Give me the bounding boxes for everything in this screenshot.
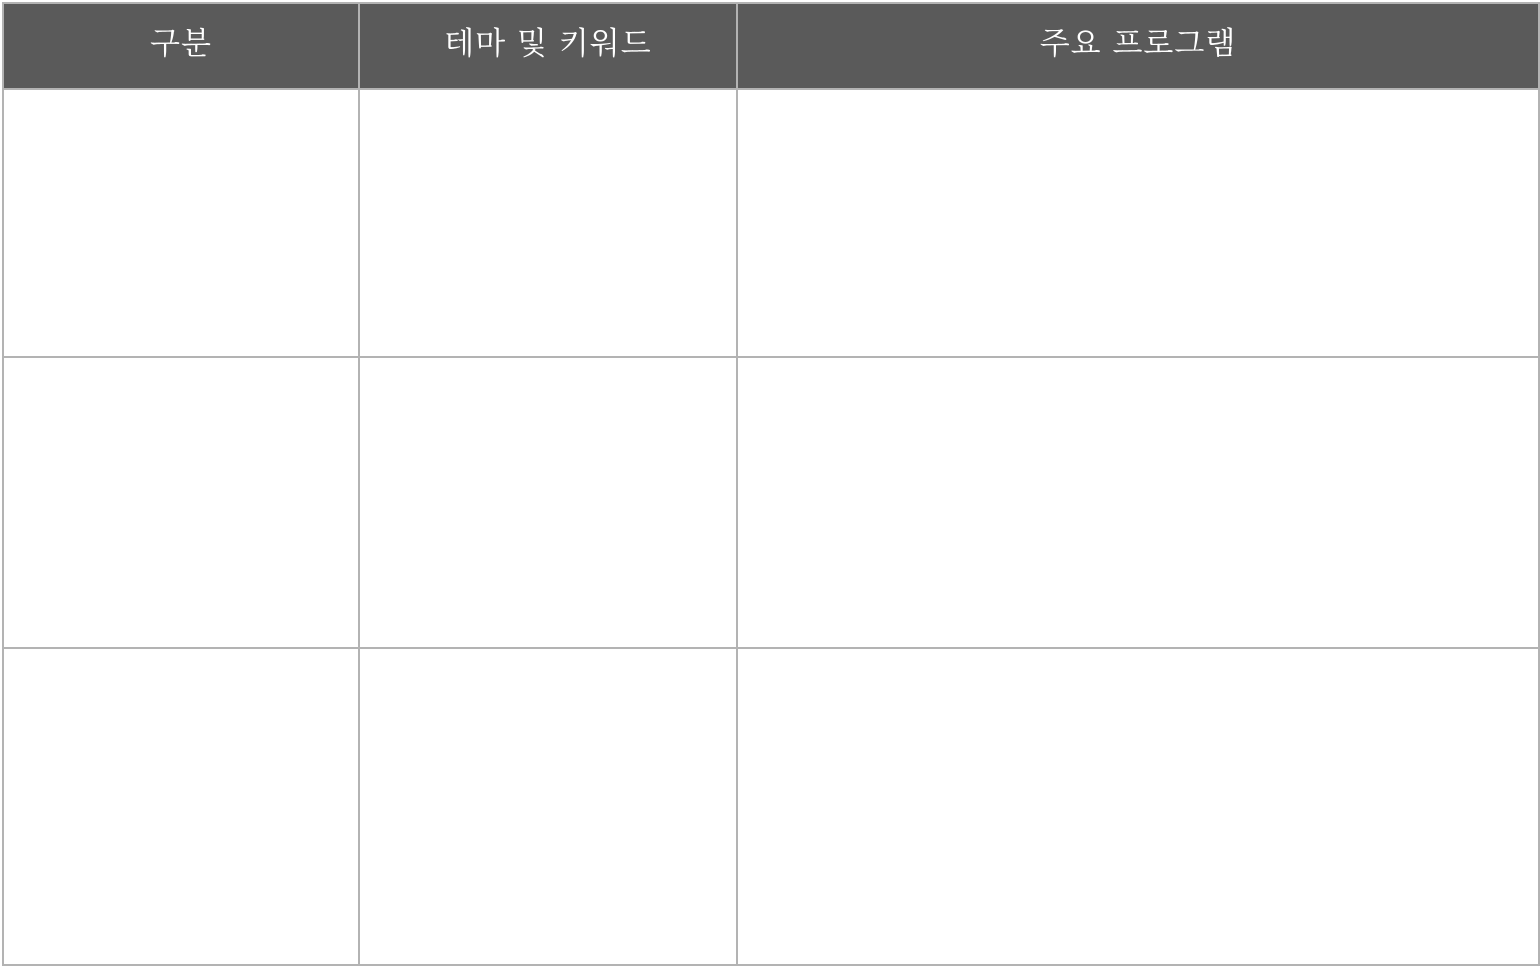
- cell-theme-keywords: [359, 648, 737, 965]
- cell-category: [3, 648, 359, 965]
- table-row: [3, 357, 1539, 648]
- table-row: [3, 89, 1539, 357]
- table-body: [3, 89, 1539, 965]
- cell-main-programs: [737, 357, 1539, 648]
- cell-main-programs: [737, 89, 1539, 357]
- table-row: [3, 648, 1539, 965]
- table-header: [3, 3, 1539, 89]
- cell-main-programs: [737, 648, 1539, 965]
- cell-theme-keywords: [359, 89, 737, 357]
- cell-category: [3, 89, 359, 357]
- program-table: [2, 2, 1540, 966]
- header-theme-keywords: 테마 및 키워드: [359, 3, 737, 89]
- cell-theme-keywords: [359, 357, 737, 648]
- header-main-programs: 주요 프로그램: [737, 3, 1539, 89]
- header-row: [3, 3, 1539, 89]
- header-category: 구분: [3, 3, 359, 89]
- cell-category: [3, 357, 359, 648]
